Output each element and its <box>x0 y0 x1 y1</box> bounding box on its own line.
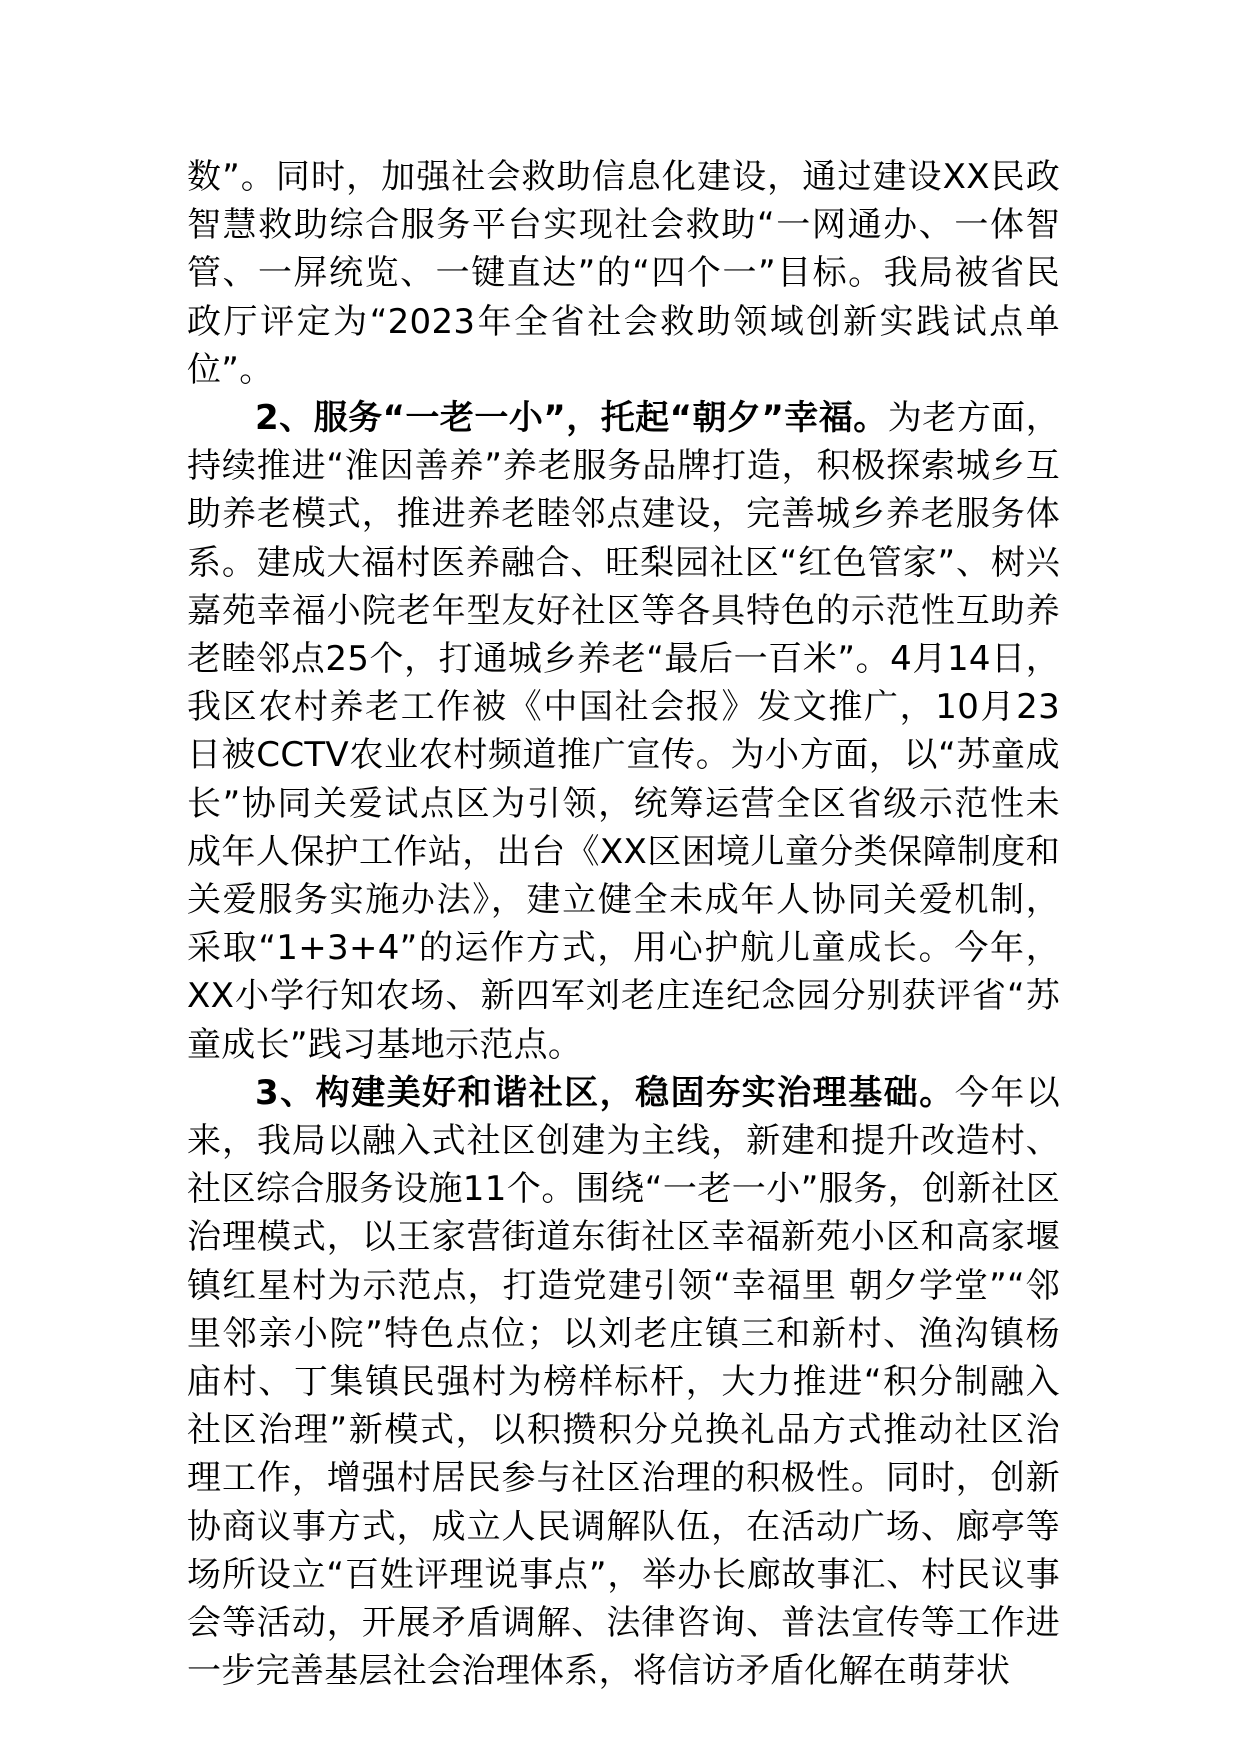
paragraph-3-body: 今年以来，我局以融入式社区创建为主线，新建和提升改造村、社区综合服务设施11个。围绕“一老一小”服务，创新社区治理模式，以王家营街道东街社区幸福新苑小区和高家堰镇红星村为示范点，打造党建引领“幸福里 朝夕学堂”“邻里邻亲小院”特色点位；以刘老庄镇三和新村、渔沟镇杨庙村、丁集镇民强村为榜样标杆，大力推进“积分制融入社区治理”新模式，以积攒积分兑换礼品方式推动社区治理工作，增强村居民参与社区治理的积极性。同时，创新协商议事方式，成立人民调解队伍，在活动广场、廊亭等场所设立“百姓评理说事点”，举办长廊故事汇、村民议事会等活动，开展矛盾调解、法律咨询、普法宣传等工作进一步完善基层社会治理体系，将信访矛盾化解在萌芽状 <box>187 1072 1061 1692</box>
document-body <box>187 153 1060 1696</box>
paragraph-3-heading: 3、构建美好和谐社区，稳固夯实治理基础。 <box>255 1072 955 1113</box>
paragraph-2 <box>187 394 1060 1069</box>
paragraph-2-body: 为老方面，持续推进“淮因善养”养老服务品牌打造，积极探索城乡互助养老模式，推进养老睦邻点建设，完善城乡养老服务体系。建成大福村医养融合、旺梨园社区“红色管家”、树兴嘉苑幸福小院老年型友好社区等各具特色的示范性互助养老睦邻点25个，打通城乡养老“最后一百米”。4月14日，我区农村养老工作被《中国社会报》发文推广，10月23日被CCTV农业农村频道推广宣传。为小方面，以“苏童成长”协同关爱试点区为引领，统筹运营全区省级示范性未成年人保护工作站，出台《XX区困境儿童分类保障制度和关爱服务实施办法》，建立健全未成年人协同关爱机制，采取“1+3+4”的运作方式，用心护航儿童成长。今年，XX小学行知农场、新四军刘老庄连纪念园分别获评省“苏童成长”践习基地示范点。 <box>187 398 1060 1065</box>
paragraph-1-body: 数”。同时，加强社会救助信息化建设，通过建设XX民政智慧救助综合服务平台实现社会救助“一网通办、一体智管、一屏统览、一键直达”的“四个一”目标。我局被省民政厅评定为“2023年全省社会救助领域创新实践试点单位”。 <box>187 157 1060 390</box>
paragraph-1 <box>187 153 1060 394</box>
paragraph-2-heading: 2、服务“一老一小”，托起“朝夕”幸福。 <box>255 398 888 439</box>
paragraph-3 <box>187 1069 1060 1696</box>
